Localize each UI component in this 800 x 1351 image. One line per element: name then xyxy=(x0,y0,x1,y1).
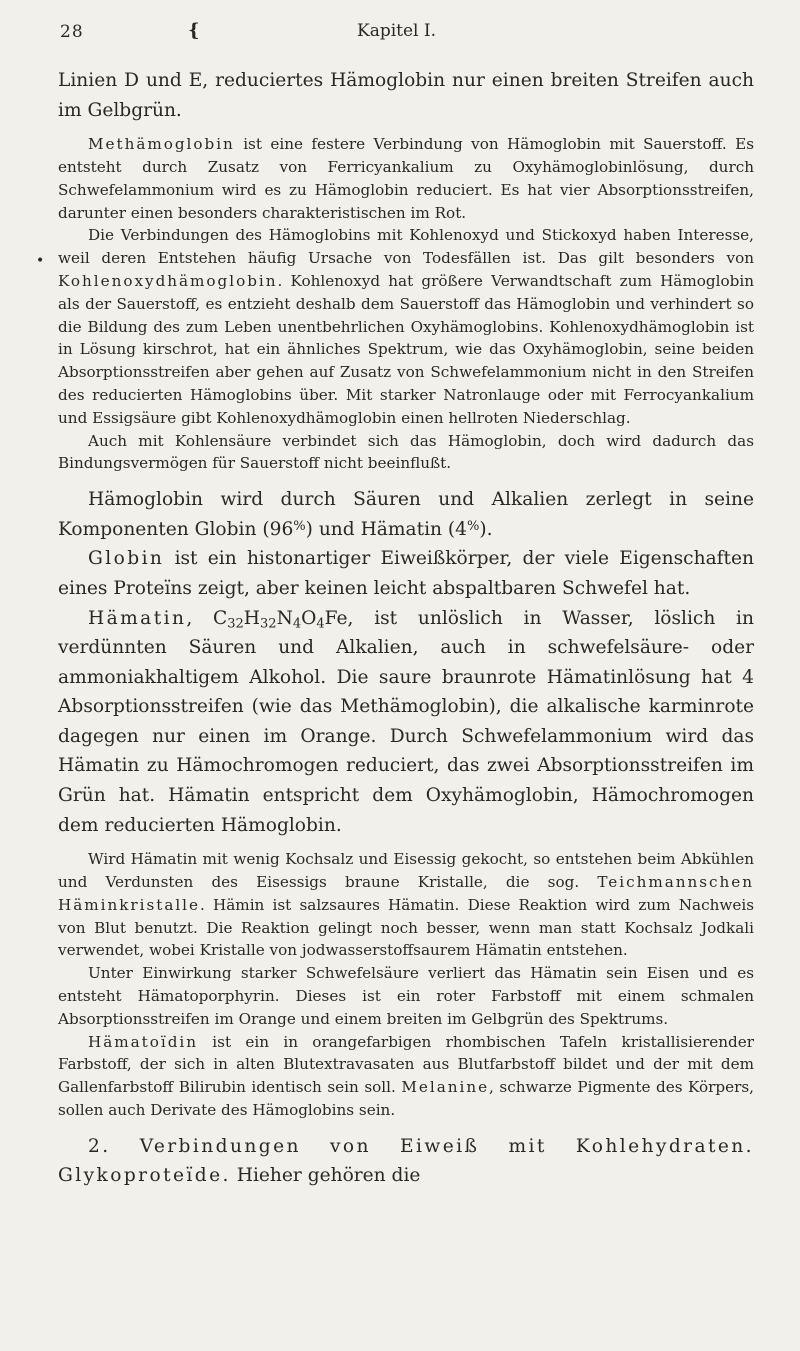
term-haematin: Hämatin xyxy=(88,607,187,629)
paragraph-text: ist eine festere Verbindung von Hämoglobin mit Sauerstoff. Es entsteht durch Zusatz von Ferricyankalium zu Oxyhämoglobinlösung, durch Schwefelammonium wird es zu Hämoglobin reduciert. Es hat vier Absorptionsstreifen, darunter einen besonders charakteristischen im Rot. xyxy=(58,135,754,222)
paragraph-haematoporphyrin: Unter Einwirkung starker Schwefelsäure verliert das Hämatin sein Eisen und es entsteht Hämatoporphyrin. Dieses ist ein roter Farbstoff mit einem schmalen Absorptionsstreifen im Orange und einem breiten im Gelbgrün des Spektrums. xyxy=(58,964,754,1028)
paragraph-kohlensaeure: Auch mit Kohlensäure verbindet sich das Hämoglobin, doch wird dadurch das Bindungsvermögen für Sauerstoff nicht beeinflußt. xyxy=(58,431,754,473)
formula-part: N xyxy=(276,607,293,629)
percent-sign: % xyxy=(293,518,306,534)
paragraph-text: ist ein in orangefarbigen rhombischen Tafeln kristallisierender Farbstoff, der sich in alten Blutextravasaten aus Blutfarbstoff bildet und der mit dem Gallenfarbstoff Bilirubin identisch sein soll. xyxy=(58,1032,754,1097)
percent-sign: % xyxy=(467,518,480,534)
paragraph-text: . Hämin ist salzsaures Hämatin. Diese Reaktion wird zum Nachweis von Blut benutzt. Die Reaktion gelingt noch besser, wenn man statt Kochsalz Jodkali verwendet, wobei Kristalle von jodwasserstoffsaurem Hämatin entstehen. xyxy=(58,895,754,960)
paragraph-zerlegung xyxy=(58,485,754,544)
formula-part: , C xyxy=(186,607,228,629)
paragraph-haematin xyxy=(58,604,754,841)
chapter-title: Kapitel I. xyxy=(357,21,437,41)
paragraph-text: . Kohlenoxyd hat größere Verwandtschaft zum Hämoglobin als der Sauerstoff, es entzieht deshalb dem Sauerstoff das Hämoglobin und verhindert so die Bildung des zum Leben unentbehrlichen Oxyhämoglobins. Kohlenoxydhämoglobin ist in Lösung kirschrot, hat ein ähnliches Spektrum, wie das Oxyhämoglobin, seine beiden Absorptionsstreifen aber gehen auf Zusatz von Schwefelammonium nicht in den Streifen des reducierten Hämoglobins über. Mit starker Natronlauge oder mit Ferrocyankalium und Essigsäure gibt Kohlenoxydhämoglobin einen hellroten Niederschlag. xyxy=(58,271,754,427)
page-body xyxy=(58,66,754,1191)
header-mark: { xyxy=(188,20,200,41)
term-methaemoglobin: Methämoglobin xyxy=(88,135,235,154)
formula-subscript: 4 xyxy=(316,615,325,631)
term-globin: Globin xyxy=(88,548,165,570)
paragraph-haeminkristalle xyxy=(58,848,754,962)
paragraph-text: Hieher gehören die xyxy=(230,1165,421,1187)
paragraph-text: ) und Hämatin (4 xyxy=(305,518,467,540)
term-haematoidin: Hämatoïdin xyxy=(88,1032,198,1051)
paragraph-text: Die Verbindungen des Hämoglobins mit Kohlenoxyd und Stickoxyd haben Interesse, weil deren Entstehen häufig Ursache von Todesfällen ist. Das gilt besonders von xyxy=(58,226,754,268)
paragraph-text: Hämoglobin wird durch Säuren und Alkalien zerlegt in seine Komponenten Globin (96 xyxy=(58,489,754,540)
page-number: 28 xyxy=(60,22,84,42)
section-heading: 2. Verbindungen von Eiweiß mit Kohlehydraten. Glykoproteïde. xyxy=(58,1135,754,1187)
formula xyxy=(186,608,347,629)
term-melanine: Melanine xyxy=(401,1078,490,1097)
formula-subscript: 32 xyxy=(227,615,244,631)
term-teichmann: Teichmannschen Häminkristalle xyxy=(58,873,754,914)
running-head xyxy=(60,16,760,56)
paragraph-globin xyxy=(58,544,754,603)
paragraph-text: , schwarze Pigmente des Körpers, sollen auch Derivate des Hämoglobins sein. xyxy=(58,1078,754,1120)
paragraph-glykoproteide xyxy=(58,1132,754,1191)
formula-part: Fe xyxy=(324,607,348,629)
formula-subscript: 32 xyxy=(260,615,277,631)
formula-subscript: 4 xyxy=(292,615,302,631)
formula-part: H xyxy=(243,607,260,629)
paragraph-haematoidin xyxy=(58,1031,754,1122)
paragraph-methaemoglobin xyxy=(58,133,754,224)
term-kohlenoxydhaemoglobin: Kohlenoxydhämoglobin xyxy=(58,271,278,290)
paragraph-text: ist ein histonartiger Eiweißkörper, der viele Eigenschaften eines Proteïns zeigt, aber keinen leicht abspaltbaren Schwefel hat. xyxy=(58,548,754,599)
paragraph-text: , ist unlöslich in Wasser, löslich in verdünnten Säuren und Alkalien, auch in schwefelsäure- oder ammoniakhaltigem Alkohol. Die saure braunrote Hämatinlösung hat 4 Absorptionsstreifen (wie das Methämoglobin), die alkalische karminrote dagegen nur einen im Orange. Durch Schwefelammonium wird das Hämatin zu Hämochromogen reduciert, das zwei Absorptionsstreifen im Grün hat. Hämatin entspricht dem Oxyhämoglobin, Hämochromogen dem reducierten Hämoglobin. xyxy=(58,607,754,836)
paragraph-kohlenoxyd xyxy=(58,224,754,429)
formula-part: O xyxy=(301,607,317,629)
paragraph-1: Linien D und E, reduciertes Hämoglobin nur einen breiten Streifen auch im Gelbgrün. xyxy=(58,70,754,121)
margin-bullet: • xyxy=(36,253,45,269)
paragraph-text: Wird Hämatin mit wenig Kochsalz und Eisessig gekocht, so entstehen beim Abkühlen und Verdunsten des Eisessigs braune Kristalle, die sog. xyxy=(58,850,754,892)
paragraph-text: ). xyxy=(479,518,493,540)
